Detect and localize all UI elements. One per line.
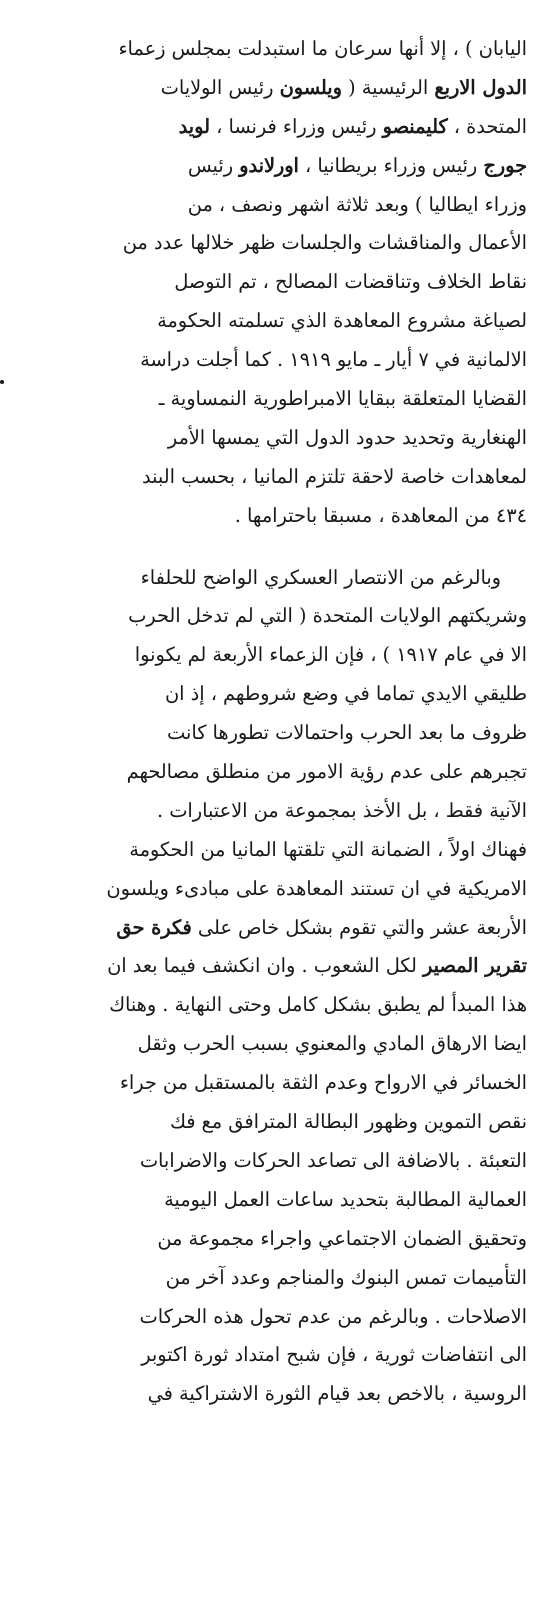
text-line bbox=[30, 1142, 527, 1181]
bold-term: اورلاندو bbox=[239, 153, 299, 177]
text-run: وتحقيق الضمان الاجتماعي واجراء مجموعة من bbox=[157, 1226, 527, 1250]
text-run: الا في عام ١٩١٧ ) ، فإن الزعماء الأربعة لم يكونوا bbox=[134, 643, 527, 667]
bold-term: كليمنصو bbox=[382, 114, 448, 138]
text-line bbox=[30, 458, 527, 497]
text-run: الهنغارية وتحديد حدود الدول التي يمسها الأمر bbox=[167, 425, 527, 449]
text-line bbox=[30, 1298, 527, 1337]
text-run: الرئيسية ( bbox=[341, 75, 435, 99]
margin-mark bbox=[0, 380, 4, 384]
text-run: وبالرغم من الانتصار العسكري الواضح للحلفاء bbox=[140, 565, 501, 589]
bold-term: فكرة حق bbox=[116, 915, 192, 939]
text-line bbox=[30, 714, 527, 753]
text-run: رئيس الولايات bbox=[160, 75, 280, 99]
text-run: الاصلاحات . وبالرغم من عدم تحول هذه الحركات bbox=[139, 1304, 527, 1328]
text-run: نقاط الخلاف وتناقضات المصالح ، تم التوصل bbox=[174, 270, 527, 294]
text-line bbox=[30, 909, 527, 948]
text-run: نقص التموين وظهور البطالة المترافق مع فك bbox=[169, 1110, 527, 1134]
text-line bbox=[30, 675, 527, 714]
text-line bbox=[30, 497, 527, 536]
text-run: ظروف ما بعد الحرب واحتمالات تطورها كانت bbox=[167, 721, 527, 745]
bold-term: لويد bbox=[178, 114, 210, 138]
text-run: التأميمات تمس البنوك والمناجم وعدد آخر من bbox=[165, 1265, 527, 1289]
text-line bbox=[30, 870, 527, 909]
text-line bbox=[30, 597, 527, 636]
text-run: الأعمال والمناقشات والجلسات ظهر خلالها عدد من bbox=[122, 231, 527, 255]
bold-term: الدول الاربع bbox=[434, 75, 527, 99]
bold-term: ويلسون bbox=[279, 75, 342, 99]
paragraph-allies-victory bbox=[30, 559, 527, 1415]
text-line bbox=[30, 108, 527, 147]
text-run: العمالية المطالبة بتحديد ساعات العمل اليومية bbox=[164, 1187, 527, 1211]
text-line bbox=[30, 1336, 527, 1375]
text-run: وشريكتهم الولايات المتحدة ( التي لم تدخل الحرب bbox=[128, 604, 527, 628]
text-run: رئيس وزراء فرنسا ، bbox=[210, 114, 383, 138]
text-line bbox=[30, 986, 527, 1025]
text-run: ٤٣٤ من المعاهدة ، مسبقا باحترامها . bbox=[234, 503, 527, 527]
text-run: الأربعة عشر والتي تقوم بشكل خاص على bbox=[191, 915, 527, 939]
text-line bbox=[30, 147, 527, 186]
text-line bbox=[30, 831, 527, 870]
text-run: الخسائر في الارواح وعدم الثقة بالمستقبل من جراء bbox=[119, 1071, 527, 1095]
text-line bbox=[30, 30, 527, 69]
bold-term: تقرير المصير bbox=[422, 954, 527, 978]
text-run: الامريكية في ان تستند المعاهدة على مبادىء ويلسون bbox=[106, 876, 527, 900]
text-line bbox=[30, 1220, 527, 1259]
text-run: الروسية ، بالاخص بعد قيام الثورة الاشتراكية في bbox=[147, 1382, 527, 1406]
text-run: رئيس وزراء بريطانيا ، bbox=[298, 153, 484, 177]
text-line bbox=[30, 302, 527, 341]
text-line bbox=[30, 1064, 527, 1103]
text-run: الالمانية في ٧ أيار ـ مايو ١٩١٩ . كما أجلت دراسة bbox=[140, 348, 527, 372]
text-line bbox=[30, 636, 527, 675]
text-line bbox=[30, 947, 527, 986]
text-line bbox=[30, 380, 527, 419]
bold-term: جورج bbox=[483, 153, 527, 177]
text-run: تجبرهم على عدم رؤية الامور من منطلق مصالحهم bbox=[126, 760, 527, 784]
paragraph-gap bbox=[30, 536, 527, 559]
text-run: فهناك اولاً ، الضمانة التي تلقتها المانيا من الحكومة bbox=[129, 837, 527, 861]
text-line bbox=[30, 1375, 527, 1414]
text-run: التعبئة . بالاضافة الى تصاعد الحركات والاضرابات bbox=[139, 1148, 527, 1172]
text-run: القضايا المتعلقة ببقايا الامبراطورية النمساوية ـ bbox=[158, 387, 527, 411]
text-run: لمعاهدات خاصة لاحقة تلتزم المانيا ، بحسب البند bbox=[141, 464, 527, 488]
paragraph-treaty-council bbox=[30, 30, 527, 536]
text-run: المتحدة ، bbox=[447, 114, 527, 138]
text-line bbox=[30, 1103, 527, 1142]
text-run: لصياغة مشروع المعاهدة الذي تسلمته الحكومة bbox=[157, 309, 527, 333]
text-line bbox=[30, 263, 527, 302]
text-line bbox=[30, 753, 527, 792]
text-line bbox=[30, 186, 527, 225]
text-run: هذا المبدأ لم يطبق بشكل كامل وحتى النهاية . وهناك bbox=[109, 993, 527, 1017]
text-line bbox=[30, 1025, 527, 1064]
text-line bbox=[30, 559, 527, 598]
text-line bbox=[30, 341, 527, 380]
text-run: اليابان ) ، إلا أنها سرعان ما استبدلت بمجلس زعماء bbox=[118, 37, 527, 60]
text-run: وزراء ايطاليا ) وبعد ثلاثة اشهر ونصف ، من bbox=[187, 192, 527, 216]
document-page bbox=[30, 30, 527, 1414]
text-line bbox=[30, 224, 527, 263]
text-run: ايضا الارهاق المادي والمعنوي بسبب الحرب وثقل bbox=[137, 1032, 527, 1056]
text-run: رئيس bbox=[187, 153, 240, 177]
text-run: الآنية فقط ، بل الأخذ بمجموعة من الاعتبارات . bbox=[157, 798, 527, 822]
text-run: الى انتفاضات ثورية ، فإن شبح امتداد ثورة اكتوبر bbox=[141, 1343, 527, 1367]
text-line bbox=[30, 419, 527, 458]
text-line bbox=[30, 69, 527, 108]
text-line bbox=[30, 792, 527, 831]
text-run: لكل الشعوب . وان انكشف فيما بعد ان bbox=[107, 954, 423, 978]
text-run: طليقي الايدي تماما في وضع شروطهم ، إذ ان bbox=[164, 682, 527, 706]
text-line bbox=[30, 1181, 527, 1220]
text-line bbox=[30, 1259, 527, 1298]
